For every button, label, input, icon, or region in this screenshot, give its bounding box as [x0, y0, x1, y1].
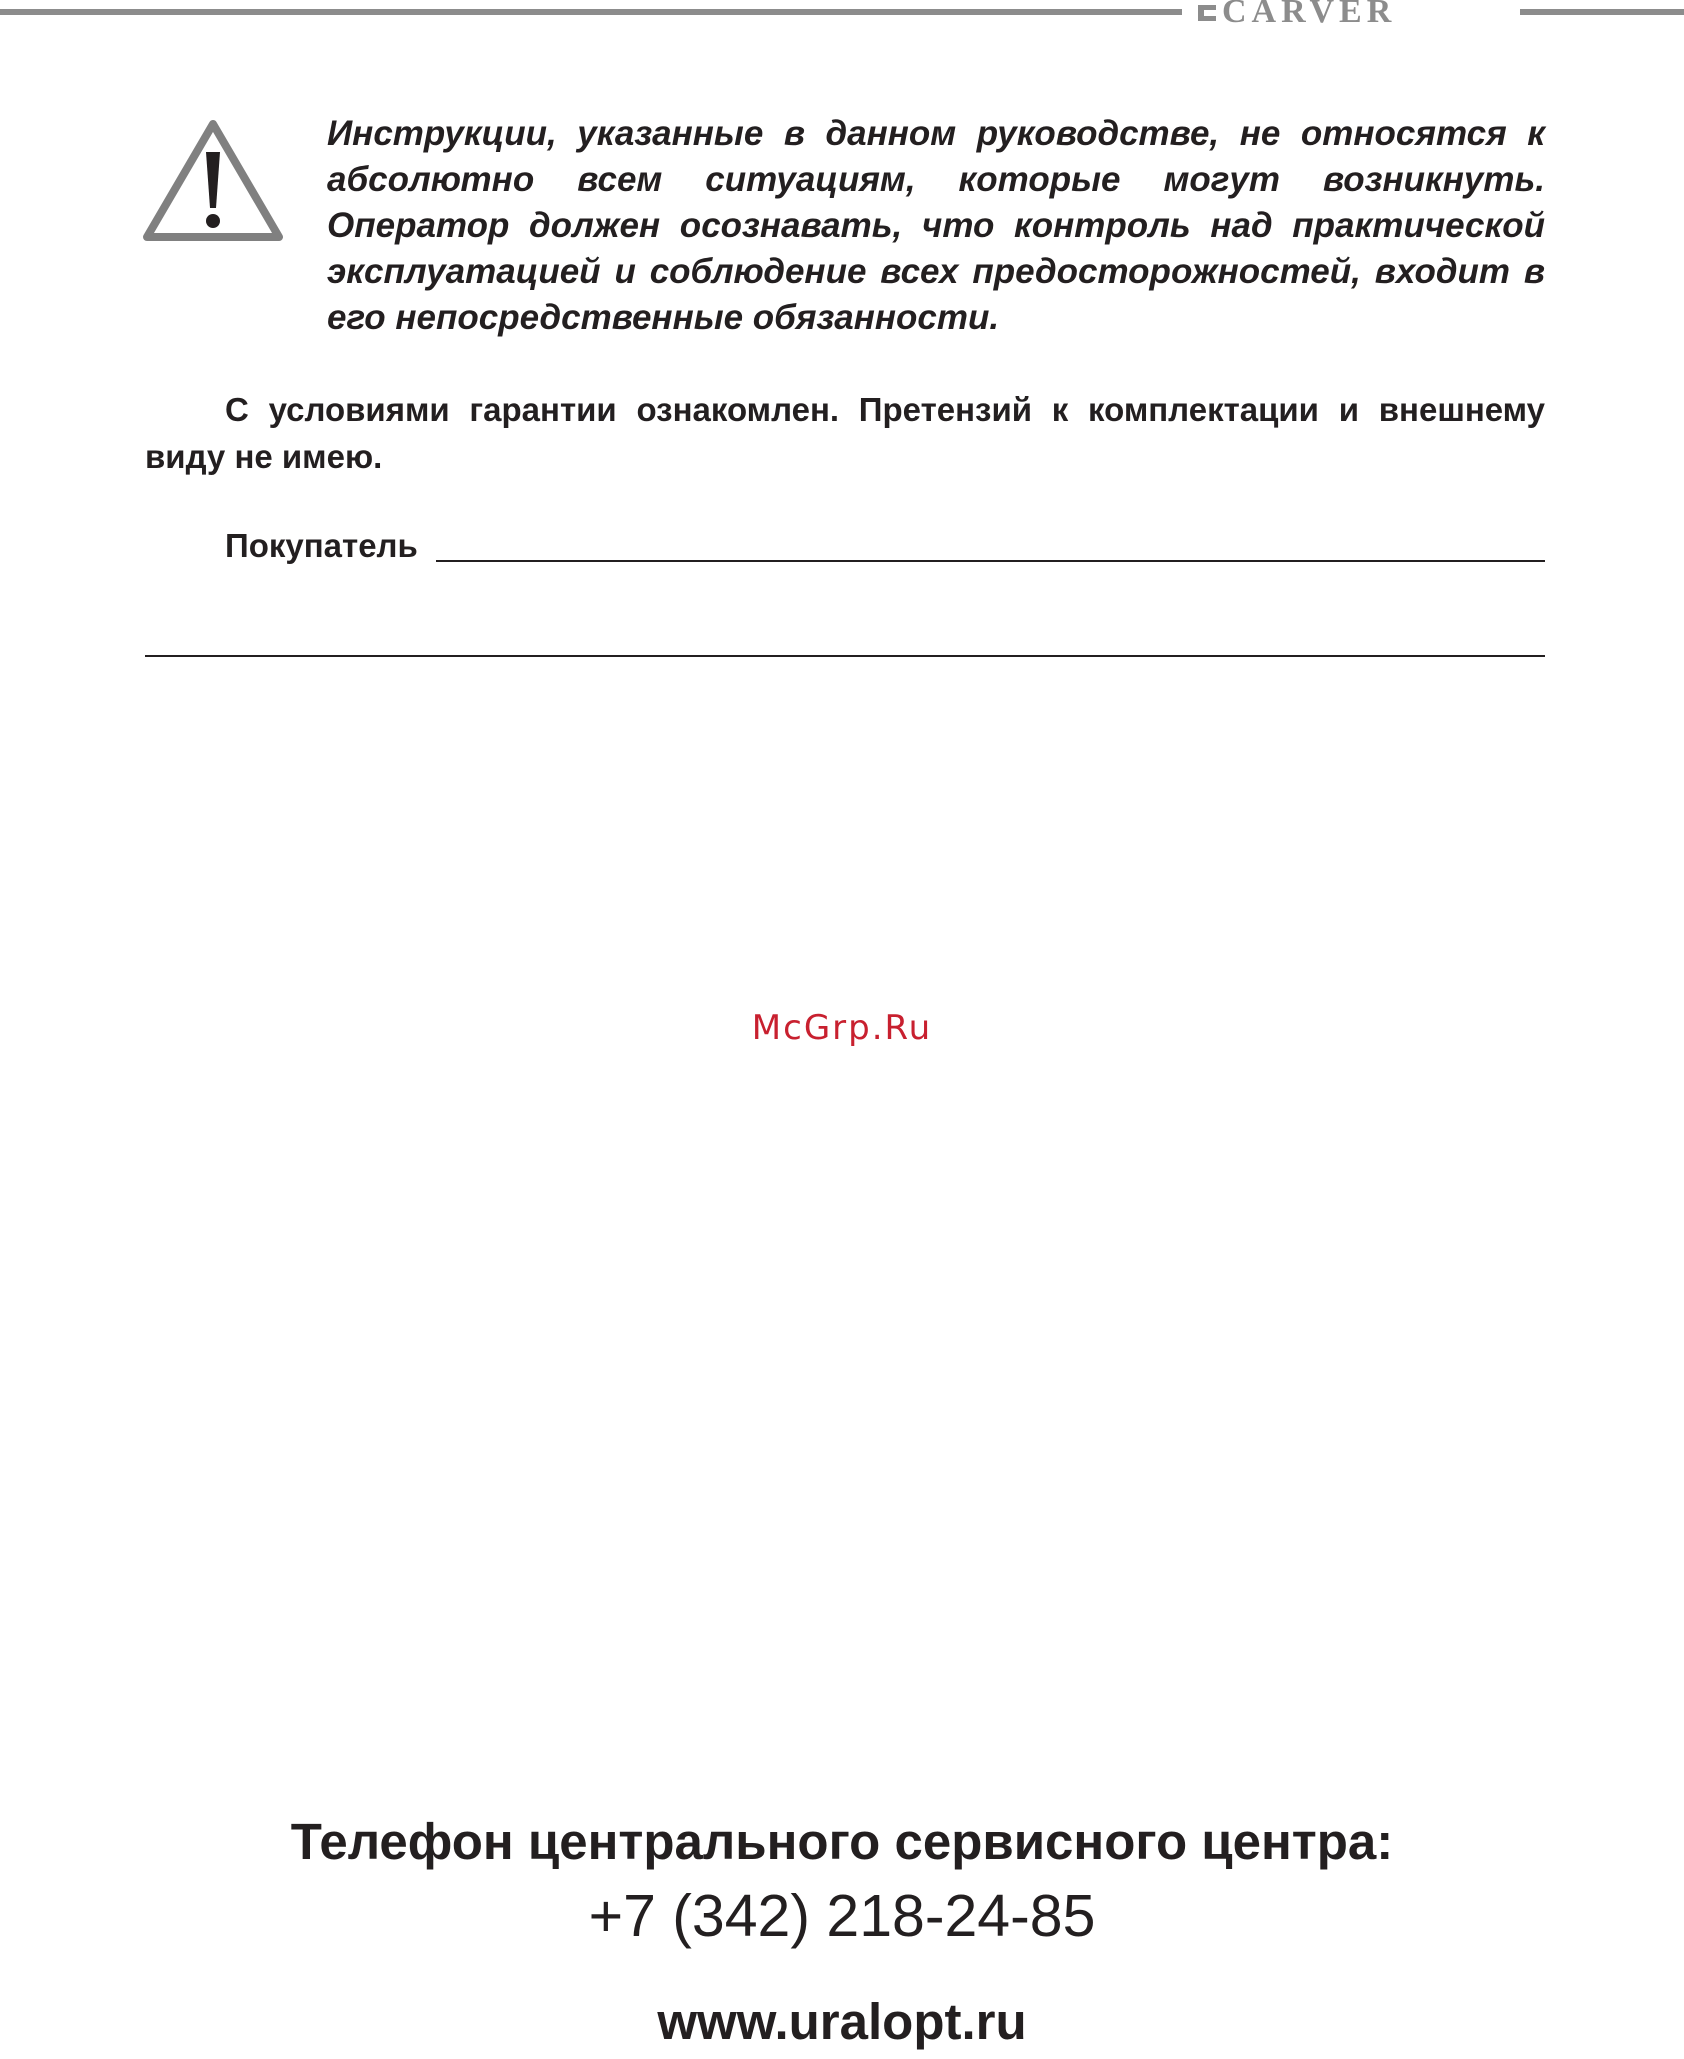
- buyer-second-line: [145, 655, 1545, 657]
- warning-text: Инструкции, указанные в данном руководстве, не относятся к абсолютно всем ситуациям, которые могут возникнуть. Оператор должен осознавать, что контроль над практической эксплуатацией и соблюдение всех предосторожностей, входит в его непосредственные обязанности.: [327, 114, 1545, 337]
- header-rule-right: [1520, 9, 1684, 15]
- header-rule-left: [0, 9, 1182, 15]
- brand-logo: [1196, 0, 1396, 28]
- service-center-phone: +7 (342) 218-24-85: [588, 1883, 1096, 1949]
- website-url: www.uralopt.ru: [657, 1993, 1027, 2050]
- buyer-label: Покупатель: [225, 527, 418, 564]
- watermark: McGrp.Ru: [751, 1008, 933, 1048]
- brand-name: CARVER: [1222, 0, 1397, 26]
- warranty-statement: С условиями гарантии ознакомлен. Претензий к комплектации и внешнему виду не имею.: [145, 391, 1545, 475]
- buyer-signature-line: [436, 560, 1545, 562]
- buyer-signature-row: [225, 522, 1545, 570]
- service-center-title: Телефон центрального сервисного центра:: [290, 1813, 1394, 1870]
- carver-logo-icon: [1196, 2, 1218, 24]
- warning-triangle-icon: [140, 116, 286, 246]
